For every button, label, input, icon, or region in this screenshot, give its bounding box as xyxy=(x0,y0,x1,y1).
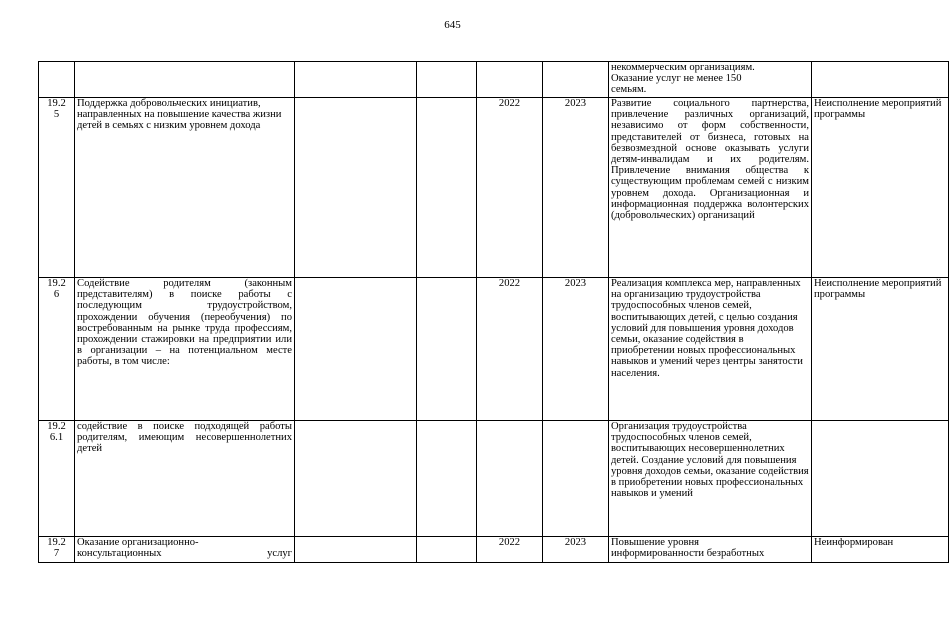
start-year-cell: 2022 xyxy=(477,98,543,278)
consequence-cell: Неинформирован xyxy=(812,537,949,563)
start-year-cell xyxy=(477,62,543,98)
result-line: семьям. xyxy=(611,84,647,96)
consequence-cell xyxy=(812,421,949,537)
expected-result-cell xyxy=(609,62,812,98)
consequence-cell: Неисполнение мероприятий программы xyxy=(812,278,949,421)
blank-cell xyxy=(417,62,477,98)
start-year-cell: 2022 xyxy=(477,537,543,563)
table-row xyxy=(39,62,949,98)
expected-result-cell: Реализация комплекса мер, направленных на организацию трудоустройства трудоспособных членов семей, воспитывающих детей, с целью создания условий для повышения уровня доходов семьи, оказание содействия в приобретении новых профессиональных навыков и умений через центры занятости населения. xyxy=(609,278,812,421)
row-number-part: 7 xyxy=(53,548,60,560)
end-year-cell: 2023 xyxy=(543,278,609,421)
row-number-cell xyxy=(39,278,75,421)
result-line: Повышение уровня xyxy=(611,537,700,548)
activity-name-cell: Поддержка добровольческих инициатив, направленных на повышение качества жизни детей в семьях с низким уровнем дохода xyxy=(75,98,295,278)
row-number-part: 19.2 xyxy=(47,98,66,109)
executor-cell xyxy=(295,537,417,563)
blank-cell xyxy=(417,98,477,278)
blank-cell xyxy=(417,278,477,421)
expected-result-cell: Развитие социального партнерства, привлечение различных организаций, независимо от форм собственности, представителей от бизнеса, готовых на безвозмездной основе оказывать услуги детям-инвалидам и их родителям. Привлечение внимания общества к существующим проблемам семей с низким уровнем дохода. Организационная и информационная поддержка волонтерских (добровольческих) организаций xyxy=(609,98,812,278)
activity-name-cell xyxy=(75,537,295,563)
end-year-cell xyxy=(543,62,609,98)
result-line: Оказание услуг не менее 150 xyxy=(611,73,742,85)
end-year-cell xyxy=(543,421,609,537)
executor-cell xyxy=(295,278,417,421)
blank-cell xyxy=(417,421,477,537)
activity-name-cell: Содействие родителям (законным представителям) в поиске работы с последующим трудоустройством, прохождении обучения (переобучения) по востребованным на рынке труда профессиям, прохождении стажировки на предприятии или в организации – на потенциальном месте работы, в том числе: xyxy=(75,278,295,421)
row-number-cell xyxy=(39,537,75,563)
executor-cell xyxy=(295,62,417,98)
result-line: информированности безработных xyxy=(611,548,765,560)
row-number-part: 19.2 xyxy=(47,537,66,548)
result-line: некоммерческим организациям. xyxy=(611,62,755,73)
start-year-cell: 2022 xyxy=(477,278,543,421)
blank-cell xyxy=(417,537,477,563)
table-row xyxy=(39,421,949,537)
expected-result-cell: Организация трудоустройства трудоспособных членов семей, воспитывающих несовершеннолетних детей. Создание условий для повышения уровня доходов семьи, оказание содействия в приобретении новых профессиональных навыков и умений xyxy=(609,421,812,537)
expected-result-cell xyxy=(609,537,812,563)
activity-name-cell: содействие в поиске подходящей работы родителям, имеющим несовершеннолетних детей xyxy=(75,421,295,537)
start-year-cell xyxy=(477,421,543,537)
consequence-cell xyxy=(812,62,949,98)
row-number-cell xyxy=(39,98,75,278)
table-row xyxy=(39,278,949,421)
row-number-part: 6 xyxy=(53,289,60,301)
row-number-cell xyxy=(39,62,75,98)
end-year-cell: 2023 xyxy=(543,537,609,563)
row-number-part: 19.2 xyxy=(47,421,66,432)
page-number: 645 xyxy=(444,19,461,31)
program-activities-table xyxy=(38,61,949,563)
row-number-part: 19.2 xyxy=(47,278,66,289)
activity-name-cell xyxy=(75,62,295,98)
end-year-cell: 2023 xyxy=(543,98,609,278)
activity-name-line: Оказание организационно- xyxy=(77,537,199,548)
consequence-cell: Неисполнение мероприятий программы xyxy=(812,98,949,278)
row-number-cell xyxy=(39,421,75,537)
row-number-part: 6.1 xyxy=(49,432,64,444)
table-row xyxy=(39,98,949,278)
row-number-part: 5 xyxy=(53,109,60,121)
executor-cell xyxy=(295,98,417,278)
activity-name-line: консультационных услуг xyxy=(77,548,292,560)
table-row xyxy=(39,537,949,563)
executor-cell xyxy=(295,421,417,537)
